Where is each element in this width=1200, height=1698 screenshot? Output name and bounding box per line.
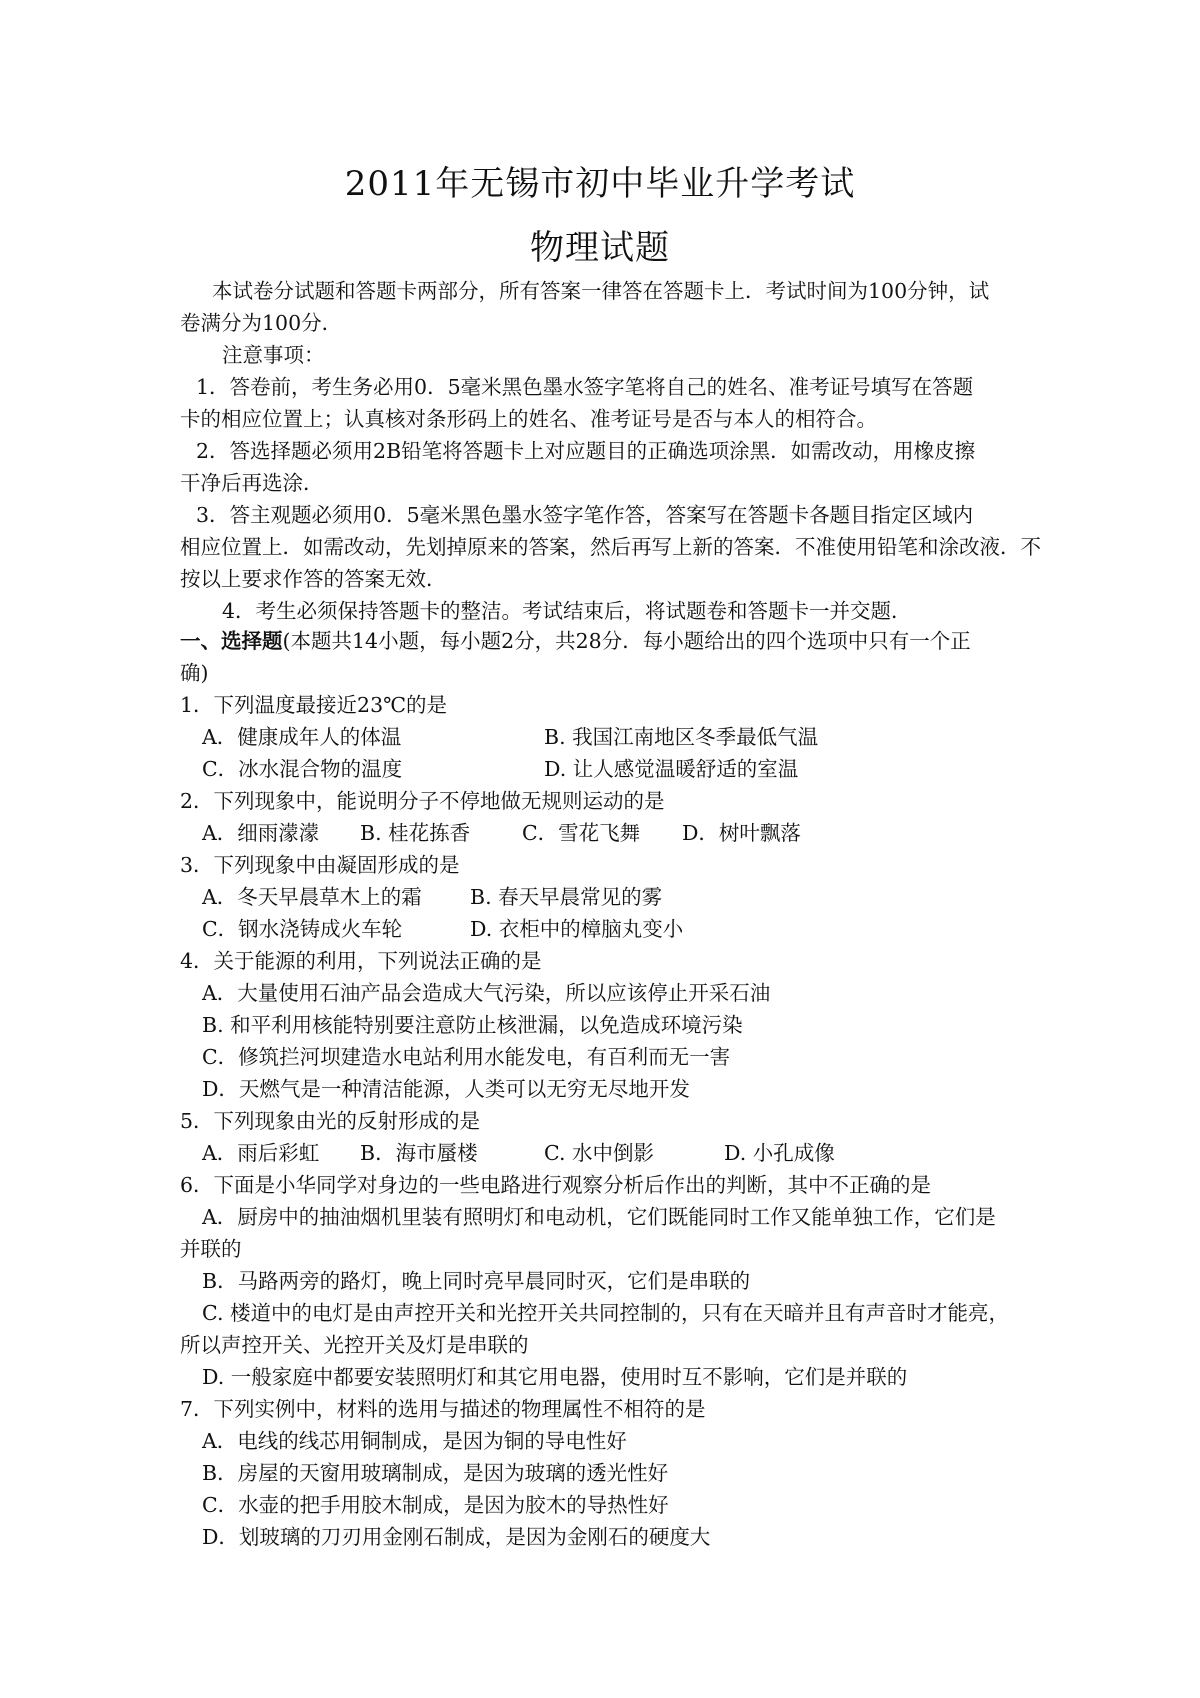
section-1-desc-cont: 确) (180, 661, 209, 685)
section-1-heading (180, 626, 1020, 656)
q7-stem: 7．下列实例中，材料的选用与描述的物理属性不相符的是 (180, 1397, 706, 1421)
q1-option-b: B. 我国江南地区冬季最低气温 (544, 725, 819, 749)
q2-option-c: C．雪花飞舞 (522, 821, 641, 845)
note-4: 4．考生必须保持答题卡的整洁。考试结束后，将试题卷和答题卡一并交题． (222, 599, 912, 623)
q4-option-d: D．天燃气是一种清洁能源，人类可以无穷无尽地开发 (202, 1077, 690, 1101)
note-1-line-1: 1．答卷前，考生务必用0．5毫米黑色墨水签字笔将自己的姓名、准考证号填写在答题 (196, 375, 974, 399)
q2-option-a: A．细雨濛濛 (202, 821, 320, 845)
note-3-line-1: 3．答主观题必须用0．5毫米黑色墨水签字笔作答，答案写在答题卡各题目指定区域内 (196, 503, 974, 527)
q4-option-b: B. 和平利用核能特别要注意防止核泄漏，以免造成环境污染 (202, 1013, 743, 1037)
q3-stem: 3．下列现象中由凝固形成的是 (180, 853, 460, 877)
q6-option-a-line-2: 并联的 (180, 1237, 242, 1261)
q7-option-b: B．房屋的天窗用玻璃制成，是因为玻璃的透光性好 (202, 1461, 669, 1485)
note-2-line-1: 2．答选择题必须用2B铅笔将答题卡上对应题目的正确选项涂黑．如需改动，用橡皮擦 (196, 439, 976, 463)
note-1-line-2: 卡的相应位置上；认真核对条形码上的姓名、准考证号是否与本人的相符合。 (180, 407, 877, 431)
q6-option-b: B．马路两旁的路灯，晚上同时亮早晨同时灭，它们是串联的 (202, 1269, 751, 1293)
q6-stem: 6．下面是小华同学对身边的一些电路进行观察分析后作出的判断，其中不正确的是 (180, 1173, 932, 1197)
intro-line-1: 本试卷分试题和答题卡两部分，所有答案一律答在答题卡上．考试时间为100分钟，试 (212, 279, 990, 303)
q5-option-b: B．海市蜃楼 (360, 1141, 478, 1165)
note-3-line-2: 相应位置上．如需改动，先划掉原来的答案，然后再写上新的答案．不准使用铅笔和涂改液．不 (180, 535, 1041, 559)
q5-stem: 5．下列现象由光的反射形成的是 (180, 1109, 481, 1133)
note-2-line-2: 干净后再选涂． (180, 471, 324, 495)
q4-option-c: C．修筑拦河坝建造水电站利用水能发电，有百利而无一害 (202, 1045, 731, 1069)
q3-option-c: C．钢水浇铸成火车轮 (202, 917, 403, 941)
section-1-desc: (本题共14小题，每小题2分，共28分．每小题给出的四个选项中只有一个正 (282, 629, 971, 653)
q3-option-b: B. 春天早晨常见的雾 (470, 885, 663, 909)
q7-option-c: C．水壶的把手用胶木制成，是因为胶木的导热性好 (202, 1493, 669, 1517)
q5-option-d: D. 小孔成像 (724, 1141, 835, 1165)
q6-option-c-line-2: 所以声控开关、光控开关及灯是串联的 (180, 1333, 529, 1357)
q5-option-c: C. 水中倒影 (544, 1141, 654, 1165)
q1-option-c: C．冰水混合物的温度 (202, 757, 403, 781)
exam-title: 2011年无锡市初中毕业升学考试 (344, 164, 856, 204)
q2-stem: 2．下列现象中，能说明分子不停地做无规则运动的是 (180, 789, 665, 813)
q2-option-d: D．树叶飘落 (682, 821, 801, 845)
q7-option-d: D．划玻璃的刀刃用金刚石制成，是因为金刚石的硬度大 (202, 1525, 711, 1549)
q3-option-d: D. 衣柜中的樟脑丸变小 (470, 917, 684, 941)
q6-option-c-line-1: C. 楼道中的电灯是由声控开关和光控开关共同控制的，只有在天暗并且有声音时才能亮， (202, 1301, 1009, 1325)
q7-option-a: A．电线的线芯用铜制成，是因为铜的导电性好 (202, 1429, 627, 1453)
intro-line-2: 卷满分为100分． (180, 311, 343, 335)
q3-option-a: A．冬天早晨草木上的霜 (202, 885, 422, 909)
q5-option-a: A．雨后彩虹 (202, 1141, 320, 1165)
section-1-label: 一、选择题 (180, 629, 283, 653)
exam-subtitle: 物理试题 (530, 228, 670, 268)
q1-option-d: D. 让人感觉温暖舒适的室温 (544, 757, 799, 781)
q1-option-a: A．健康成年人的体温 (202, 725, 402, 749)
q4-stem: 4．关于能源的利用，下列说法正确的是 (180, 949, 542, 973)
q4-option-a: A．大量使用石油产品会造成大气污染，所以应该停止开采石油 (202, 981, 771, 1005)
note-3-line-3: 按以上要求作答的答案无效． (180, 567, 447, 591)
q6-option-a-line-1: A．厨房中的抽油烟机里装有照明灯和电动机，它们既能同时工作又能单独工作，它们是 (202, 1205, 996, 1229)
notice-heading: 注意事项： (222, 343, 325, 367)
q6-option-d: D. 一般家庭中都要安装照明灯和其它用电器，使用时互不影响，它们是并联的 (202, 1365, 908, 1389)
q2-option-b: B. 桂花拣香 (360, 821, 471, 845)
q1-stem: 1．下列温度最接近23℃的是 (180, 693, 448, 717)
